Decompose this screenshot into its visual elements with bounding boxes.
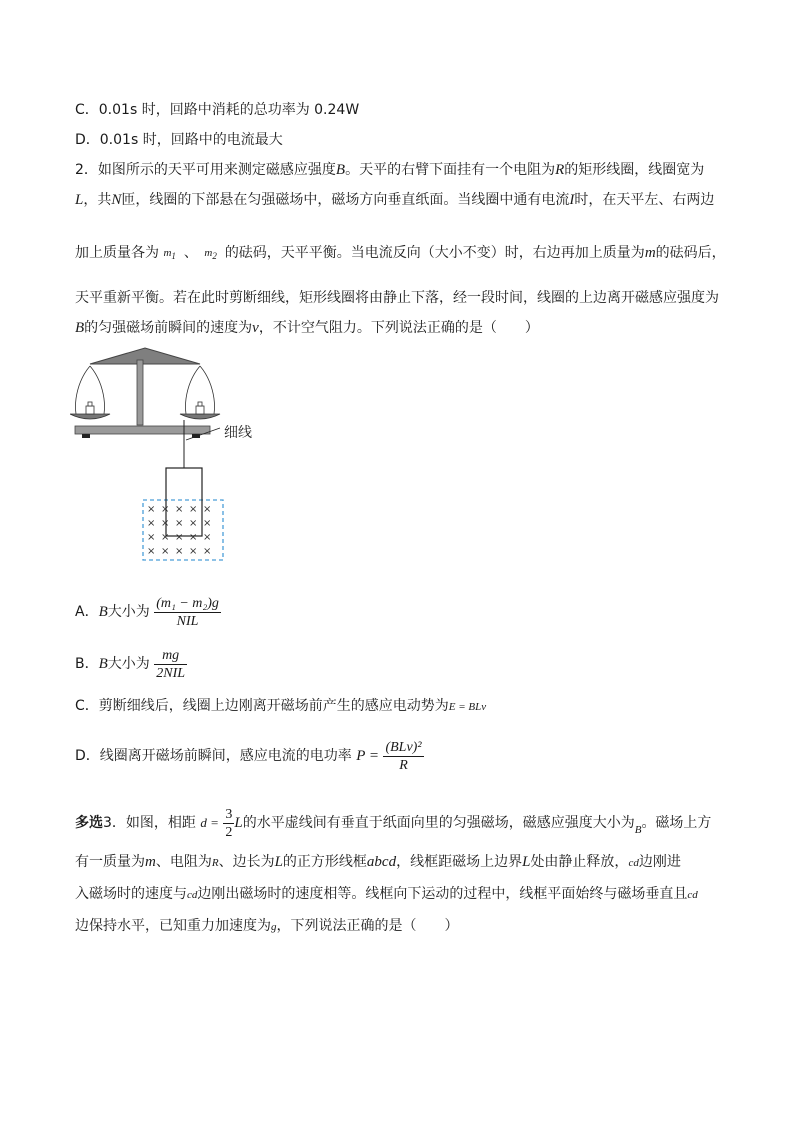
- q2-stem-line-2: L，共N匝，线圈的下部悬在匀强磁场中，磁场方向垂直纸面。当线圈中通有电流I时，在天平左、右两边: [75, 192, 715, 208]
- q1-option-d: D．0.01s 时，回路中的电流最大: [75, 132, 283, 148]
- svg-text:×: ×: [189, 504, 198, 515]
- formula-a: $\frac{\text{(m₁ − m₂)g}}{\text{NIL}}$: [156, 595, 219, 629]
- svg-text:×: ×: [161, 532, 170, 543]
- svg-text:×: ×: [175, 518, 184, 529]
- q1-option-c: C．0.01s 时，回路中消耗的总功率为 0.24W: [75, 102, 360, 118]
- q2-stem-line-1: 2．如图所示的天平可用来测定磁感应强度B。天平的右臂下面挂有一个电阻为R的矩形线圈，线圈宽为: [75, 162, 705, 178]
- left-pan: [70, 366, 110, 419]
- q2-stem-line-4: 天平重新平衡。若在此时剪断细线，矩形线圈将由静止下落，经一段时间，线圈的上边离开磁感应强度为: [75, 290, 719, 306]
- multi-select-tag: 多选: [75, 815, 103, 831]
- balance-pillar: [137, 360, 143, 425]
- balance-figure: [70, 340, 290, 570]
- q3-stem-line-1: 多选3．如图，相距 d = $\frac{3}{2}$ L的水平虚线间有垂直于纸面向里的匀强磁场，磁感应强度大小为$_B$。磁场上方: [75, 806, 712, 840]
- q2-option-d: D．线圈离开磁场前瞬间，感应电流的电功率 P = $\frac{\text{(BLv)²}}{R}$: [75, 739, 422, 773]
- svg-text:×: ×: [147, 532, 156, 543]
- svg-text:×: ×: [147, 518, 156, 529]
- svg-text:×: ×: [189, 518, 198, 529]
- svg-text:×: ×: [203, 532, 212, 543]
- svg-text:×: ×: [175, 532, 184, 543]
- formula-d: $\frac{\text{(BLv)²}}{R}$: [385, 739, 422, 773]
- q2-stem-line-5: B的匀强磁场前瞬间的速度为v，不计空气阻力。下列说法正确的是（ ）: [75, 320, 539, 336]
- right-pan: [180, 366, 220, 419]
- svg-text:×: ×: [203, 546, 212, 557]
- q2-option-c: C．剪断细线后，线圈上边刚离开磁场前产生的感应电动势为E = BLv: [75, 698, 487, 714]
- svg-text:×: ×: [147, 504, 156, 515]
- svg-text:×: ×: [189, 532, 198, 543]
- q2-option-a: A．B大小为 $\frac{\text{(m₁ − m₂)g}}{\text{NIL}}$: [75, 595, 219, 629]
- svg-text:×: ×: [161, 504, 170, 515]
- balance-beam: [90, 348, 200, 364]
- q2-option-b: B．B大小为 $\frac{mg}{\text{2NIL}}$: [75, 647, 186, 681]
- svg-text:×: ×: [161, 518, 170, 529]
- q3-stem-line-3: 入磁场时的速度与cd边刚出磁场时的速度相等。线框向下运动的过程中，线框平面始终与磁场垂直且cd: [75, 886, 698, 902]
- formula-d-distance: $\frac{3}{2}$: [225, 806, 233, 840]
- q2-stem-line-3: 加上质量各为 $m_1$ 、 $m_2$ 的砝码，天平平衡。当电流反向（大小不变）时，右边再加上质量为m的砝码后，: [75, 245, 726, 261]
- svg-text:×: ×: [203, 518, 212, 529]
- thread-label: 细线: [224, 425, 252, 441]
- balance-foot-left: [82, 434, 90, 438]
- q3-stem-line-2: 有一质量为m、电阻为R、边长为L的正方形线框abcd，线框距磁场上边界L处由静止释放，cd边刚进: [75, 854, 681, 870]
- svg-text:×: ×: [203, 504, 212, 515]
- formula-b: $\frac{mg}{\text{2NIL}}$: [156, 647, 186, 681]
- svg-text:×: ×: [189, 546, 198, 557]
- svg-text:×: ×: [161, 546, 170, 557]
- svg-text:×: ×: [175, 546, 184, 557]
- svg-text:×: ×: [175, 504, 184, 515]
- q3-stem-line-4: 边保持水平，已知重力加速度为g，下列说法正确的是（ ）: [75, 918, 459, 934]
- balance-base: [75, 426, 210, 434]
- svg-text:×: ×: [147, 546, 156, 557]
